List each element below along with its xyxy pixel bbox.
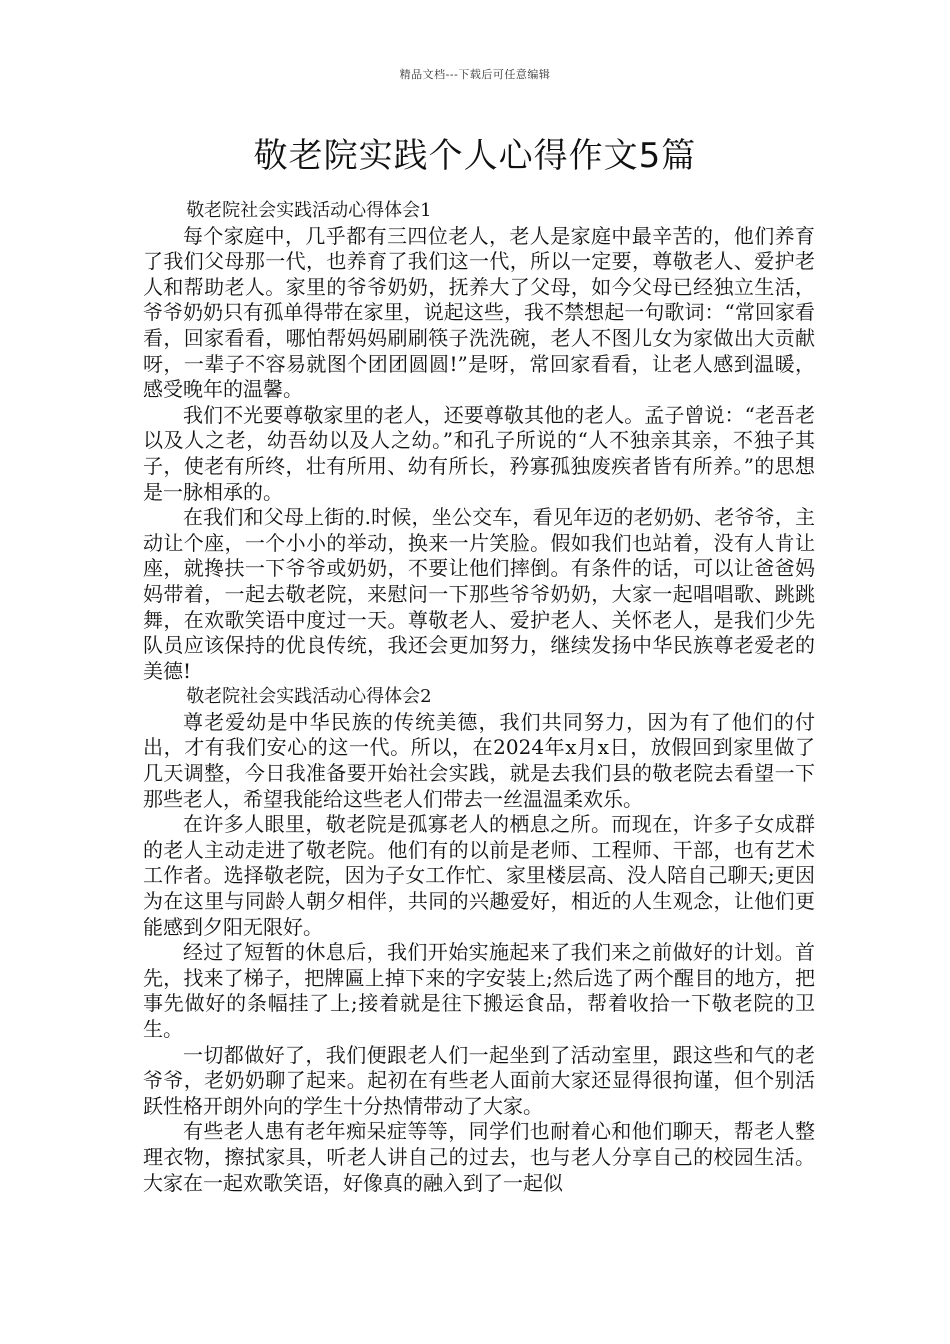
section-heading: 敬老院社会实践活动心得体会1 [186, 200, 432, 221]
body-paragraph: 有些老人患有老年痴呆症等等，同学们也耐着心和他们聊天，帮老人整理衣物，擦拭家具，听老人讲自己的过去，也与老人分享自己的校园生活。大家在一起欢歌笑语，好像真的融入到了一起似 [143, 1119, 815, 1195]
section-heading: 敬老院社会实践活动心得体会2 [186, 686, 432, 708]
body-paragraph: 每个家庭中，几乎都有三四位老人，老人是家庭中最辛苦的，他们养育了我们父母那一代，也养育了我们这一代，所以一定要，尊敬老人、爱护老人和帮助老人。家里的爷爷奶奶，抚养大了父母，如今父母已经独立生活，爷爷奶奶只有孤单得带在家里，说起这些，我不禁想起一句歌词：“常回家看看，回家看看，哪怕帮妈妈刷刷筷子洗洗碗，老人不图儿女为家做出大贡献呀，一辈子不容易就图个团团圆圆!”是呀，常回家看看，让老人感到温暖，感受晚年的温馨。 [143, 223, 815, 402]
body-paragraph: 经过了短暂的休息后，我们开始实施起来了我们来之前做好的计划。首先，找来了梯子，把牌匾上掉下来的字安装上;然后选了两个醒目的地方，把事先做好的条幅挂了上;接着就是往下搬运食品，帮着收拾一下敬老院的卫生。 [143, 940, 815, 1041]
body-paragraph: 在我们和父母上街的.时候，坐公交车，看见年迈的老奶奶、老爷爷，主动让个座，一个小小的举动，换来一片笑脸。假如我们也站着，没有人肯让座，就搀扶一下爷爷或奶奶，不要让他们摔倒。有条件的话，可以让爸爸妈妈带着，一起去敬老院，来慰问一下那些爷爷奶奶，大家一起唱唱歌、跳跳舞，在欢歌笑语中度过一天。尊敬老人、爱护老人、关怀老人，是我们少先队员应该保持的优良传统，我还会更加努力，继续发扬中华民族尊老爱老的美德! [143, 505, 815, 683]
body-paragraph: 我们不光要尊敬家里的老人，还要尊敬其他的老人。孟子曾说：“老吾老以及人之老，幼吾幼以及人之幼。”和孔子所说的“人不独亲其亲，不独子其子，使老有所终，壮有所用、幼有所长，矜寡孤独废疾者皆有所养。”的思想是一脉相承的。 [143, 402, 815, 504]
header-note: 精品文档---下载后可任意编辑 [399, 68, 551, 81]
body-paragraph: 一切都做好了，我们便跟老人们一起坐到了活动室里，跟这些和气的老爷爷，老奶奶聊了起来。起初在有些老人面前大家还显得很拘谨，但个别活跃性格开朗外向的学生十分热情带动了大家。 [143, 1042, 815, 1118]
document-body [143, 198, 815, 1196]
body-paragraph: 尊老爱幼是中华民族的传统美德，我们共同努力，因为有了他们的付出，才有我们安心的这一代。所以，在2024年x月x日，放假回到家里做了几天调整，今日我准备要开始社会实践，就是去我们县的敬老院去看望一下那些老人，希望我能给这些老人们带去一丝温温柔欢乐。 [143, 709, 815, 811]
document-title: 敬老院实践个人心得作文5篇 [253, 136, 697, 176]
body-paragraph: 在许多人眼里，敬老院是孤寡老人的栖息之所。而现在，许多子女成群的老人主动走进了敬老院。他们有的以前是老师、工程师、干部，也有艺术工作者。选择敬老院，因为子女工作忙、家里楼层高、没人陪自己聊天;更因为在这里与同龄人朝夕相伴，共同的兴趣爱好，相近的人生观念，让他们更能感到夕阳无限好。 [143, 812, 815, 939]
